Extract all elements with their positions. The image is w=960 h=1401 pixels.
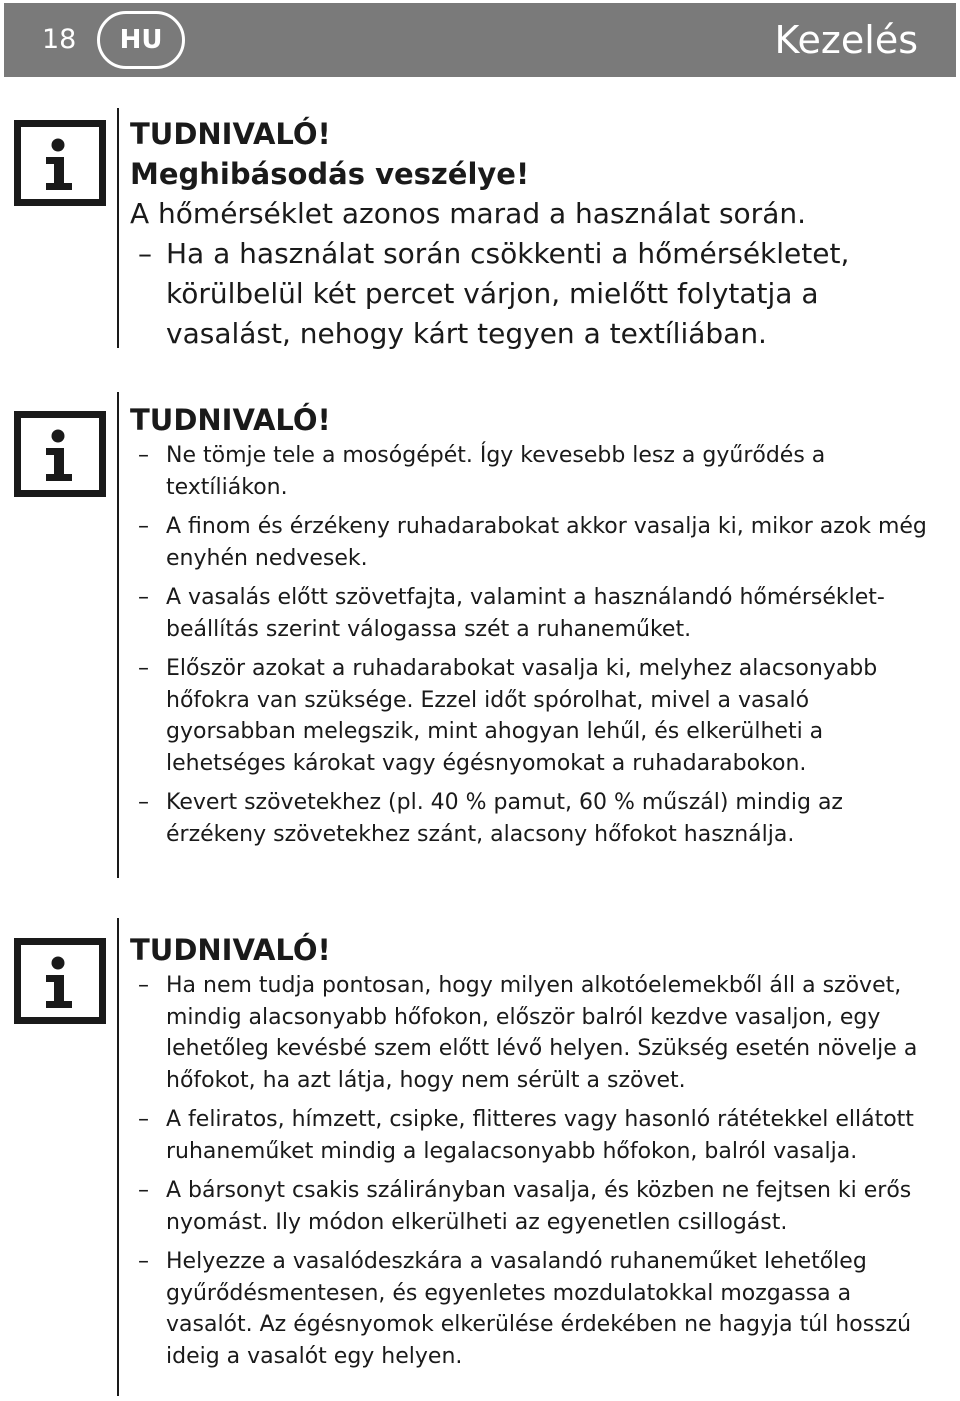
info-icon [14, 411, 106, 497]
language-badge: HU [97, 11, 185, 69]
list-item: – Ha a használat során csökkenti a hőmérsékletet, körülbelül két percet várjon, mielőtt folytatja a vasalást, nehogy kárt tegyen a textíliában. [130, 234, 936, 354]
note-1-list [130, 234, 940, 354]
note-1-content [130, 114, 940, 354]
note-3-content [130, 930, 940, 1380]
note-label: TUDNIVALÓ! [130, 117, 331, 151]
note-divider [117, 392, 119, 878]
section-title: Kezelés [774, 18, 918, 62]
page-number: 18 [42, 24, 77, 55]
list-item: – Ha nem tudja pontosan, hogy milyen alkotóelemekből áll a szövet, mindig alacsonyabb hőfokon, először balról kezdve vasaljon, egy lehetőleg kevésbé szem előtt lévő helyen. Szükség esetén növelje a hőfokot, ha azt látja, hogy nem sérült a szövet. [130, 970, 940, 1096]
note-intro: A hőmérséklet azonos marad a használat során. [130, 197, 806, 230]
note-2-list [130, 440, 940, 850]
list-item: – A finom és érzékeny ruhadarabokat akkor vasalja ki, mikor azok még enyhén nedvesek. [130, 511, 940, 574]
list-item: – A feliratos, hímzett, csipke, flitteres vagy hasonló rátétekkel ellátott ruhaneműket mindig a legalacsonyabb hőfokon, balról vasalja. [130, 1104, 940, 1167]
list-item: – A bársonyt csakis szálirányban vasalja, és közben ne fejtsen ki erős nyomást. Ily módon elkerülheti az egyenetlen csillogást. [130, 1175, 940, 1238]
info-icon [14, 120, 106, 206]
page-header [4, 3, 956, 77]
note-label: TUDNIVALÓ! [130, 933, 331, 967]
note-label: TUDNIVALÓ! [130, 403, 331, 437]
note-divider [117, 918, 119, 1396]
list-item: – A vasalás előtt szövetfajta, valamint a használandó hőmérséklet-beállítás szerint válogassa szét a ruhaneműket. [130, 582, 940, 645]
note-3-list [130, 970, 940, 1372]
note-divider [117, 108, 119, 348]
list-item: – Először azokat a ruhadarabokat vasalja ki, melyhez alacsonyabb hőfokra van szüksége. Ezzel időt spórolhat, mivel a vasaló gyorsabban melegszik, mint ahogyan lehűl, és elkerülheti a lehetséges károkat vagy égésnyomokat a ruhadarabokon. [130, 653, 940, 779]
note-2-content [130, 400, 940, 858]
list-item: – Helyezze a vasalódeszkára a vasalandó ruhaneműket lehetőleg gyűrődésmentesen, és egyenletes mozdulatokkal mozgassa a vasalót. Az égésnyomok elkerülése érdekében ne hagyja túl hosszú ideig a vasalót egy helyen. [130, 1246, 940, 1372]
note-subtitle: Meghibásodás veszélye! [130, 157, 530, 191]
list-item: – Kevert szövetekhez (pl. 40 % pamut, 60 % műszál) mindig az érzékeny szövetekhez szánt, alacsony hőfokot használja. [130, 787, 940, 850]
info-icon [14, 938, 106, 1024]
list-item: – Ne tömje tele a mosógépét. Így kevesebb lesz a gyűrődés a textíliákon. [130, 440, 940, 503]
